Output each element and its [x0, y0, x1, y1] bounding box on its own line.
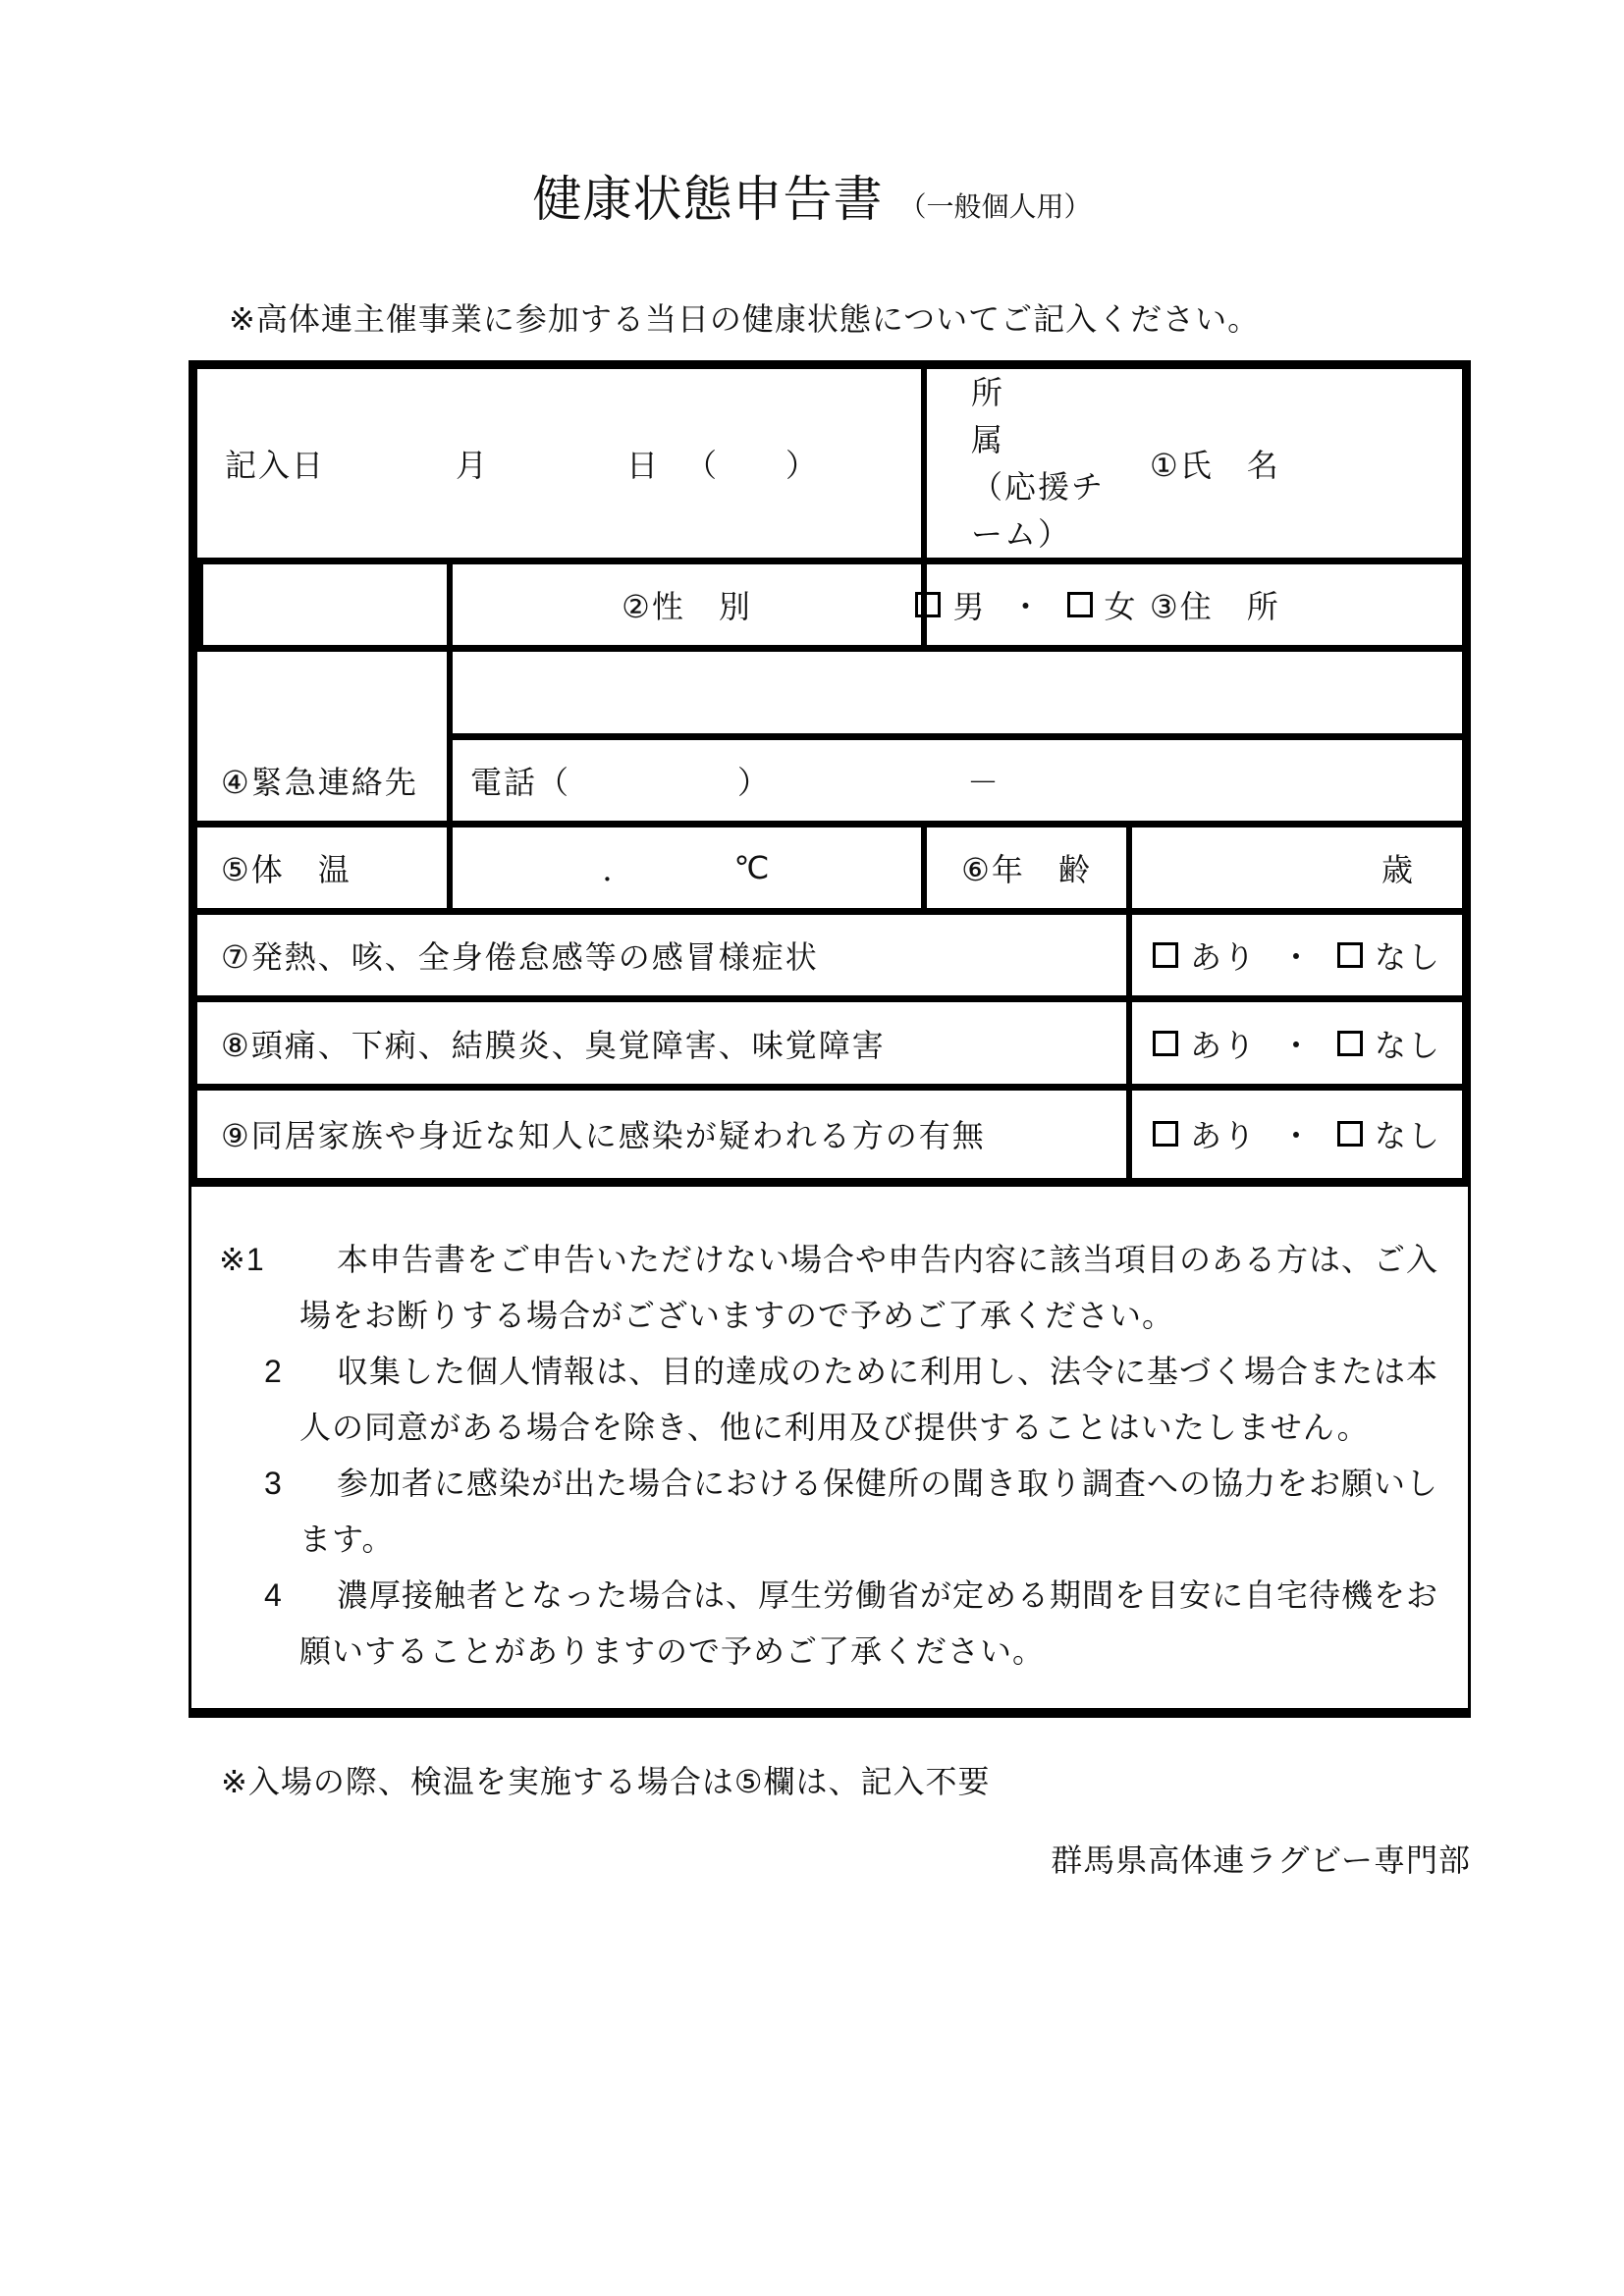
no-checkbox[interactable] [1337, 1031, 1363, 1056]
female-checkbox[interactable] [1067, 592, 1093, 617]
yes-label: あり [1189, 1118, 1257, 1154]
no-label: なし [1375, 939, 1442, 976]
instruction-note: ※高体連主催事業に参加する当日の健康状態についてご記入ください。 [229, 301, 1261, 337]
yes-checkbox[interactable] [1153, 1031, 1178, 1056]
weekday-input-parens[interactable]: （ ） [685, 448, 820, 483]
note-number: 3 [264, 1466, 283, 1501]
yes-checkbox[interactable] [1153, 1121, 1178, 1147]
note-number: 2 [264, 1354, 283, 1389]
yes-label: あり [1189, 939, 1257, 976]
no-label: なし [1375, 1118, 1442, 1154]
no-checkbox[interactable] [1337, 1121, 1363, 1147]
male-label: 男 [952, 589, 987, 625]
age-unit: 歳 [1380, 851, 1415, 887]
gender-label: ②性 別 [447, 564, 921, 652]
page-title [0, 0, 1624, 244]
female-label: 女 [1104, 589, 1138, 625]
note-item [219, 1344, 1452, 1456]
note-text: 濃厚接触者となった場合は、厚生労働省が定める期間を目安に自宅待機をお願いすることがありますので予めご了承ください。 [299, 1577, 1439, 1669]
question-8-label: ⑧頭痛、下痢、結膜炎、臭覚障害、味覚障害 [197, 1002, 1126, 1090]
question-9-options [1126, 1091, 1462, 1178]
note-text: 本申告書をご申告いただけない場合や申告内容に該当項目のある方は、ご入場をお断りする場合がございますので予めご了承ください。 [299, 1242, 1439, 1333]
name-label: ①氏 名 [1126, 369, 1462, 564]
yes-checkbox[interactable] [1153, 942, 1178, 968]
temperature-input-cell[interactable] [447, 828, 921, 915]
affiliation-cell[interactable] [921, 369, 1126, 564]
option-separator: ・ [1279, 939, 1314, 976]
phone-input-cell[interactable] [447, 740, 1462, 828]
no-label: なし [1375, 1027, 1442, 1063]
note-text: 収集した個人情報は、目的達成のために利用し、法令に基づく場合または本人の同意がある場合を除き、他に利用及び提供することはいたしません。 [299, 1354, 1439, 1445]
emergency-contact-label: ④緊急連絡先 [197, 740, 447, 828]
age-label: ⑥年 齢 [921, 828, 1126, 915]
note-text: 参加者に感染が出た場合における保健所の聞き取り調査への協力をお願いします。 [299, 1466, 1439, 1557]
option-separator: ・ [1009, 589, 1044, 625]
date-label: 記入日 [225, 448, 326, 483]
name-input-cell[interactable] [197, 564, 447, 652]
note-item [219, 1456, 1452, 1568]
health-form-table [189, 360, 1471, 1187]
male-checkbox[interactable] [915, 592, 941, 617]
document-title: 健康状態申告書 [532, 172, 884, 227]
temperature-label: ⑤体 温 [197, 828, 447, 915]
option-separator: ・ [1279, 1118, 1314, 1154]
note-item [219, 1232, 1452, 1344]
question-9-label: ⑨同居家族や身近な知人に感染が疑われる方の有無 [221, 1118, 986, 1154]
day-label: 日 [626, 448, 661, 483]
option-separator: ・ [1279, 1027, 1314, 1063]
phone-dash: － [967, 764, 1001, 800]
no-checkbox[interactable] [1337, 942, 1363, 968]
temperature-unit: ℃ [733, 849, 772, 885]
organization-name: 群馬県高体連ラグビー専門部 [1051, 1842, 1471, 1878]
address-label: ③住 所 [1126, 564, 1462, 652]
address-input-cell[interactable] [447, 652, 1462, 739]
bottom-note: ※入場の際、検温を実施する場合は⑤欄は、記入不要 [221, 1764, 991, 1799]
phone-label: 電話（ ） [470, 764, 772, 800]
notes-box [189, 1187, 1471, 1718]
affiliation-sublabel: （応援チーム） [971, 469, 1106, 552]
question-7-label: ⑦発熱、咳、全身倦怠感等の感冒様症状 [197, 915, 1126, 1002]
affiliation-label: 所 属 [971, 375, 1106, 457]
question-7-options [1126, 915, 1462, 1002]
question-8-options [1126, 1002, 1462, 1090]
date-row [197, 369, 921, 564]
note-item [219, 1568, 1452, 1680]
temperature-decimal-point: ． [602, 851, 636, 887]
gender-options [921, 564, 1138, 652]
note-number: ※1 [219, 1242, 265, 1277]
note-number: 4 [264, 1577, 283, 1613]
document-title-suffix: （一般個人用） [898, 191, 1092, 222]
yes-label: あり [1189, 1027, 1257, 1063]
age-input-cell[interactable] [1126, 828, 1462, 915]
month-label: 月 [456, 448, 490, 483]
